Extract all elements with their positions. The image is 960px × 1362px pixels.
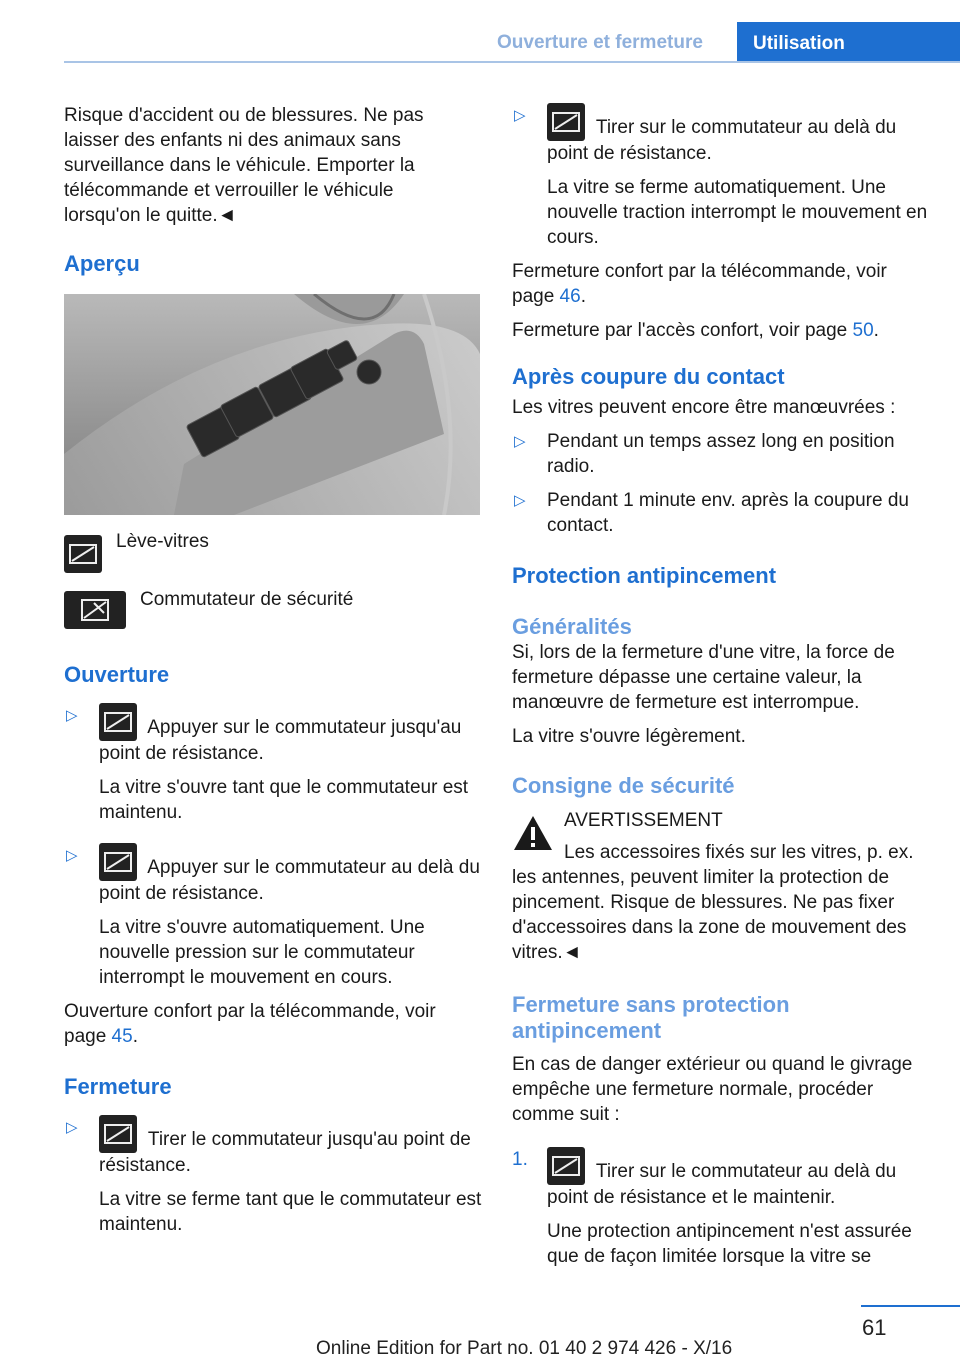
- bullet-arrow-icon: ▷: [66, 707, 78, 724]
- ouverture-comfort-paragraph: Ouverture confort par la télécommande, voir page 45.: [64, 1001, 436, 1047]
- apres-item-1-text: Pendant un temps assez long en position radio.: [547, 431, 895, 477]
- apercu-heading: Aperçu: [64, 251, 140, 276]
- fermeture-item-2-sub: La vitre se ferme automatiquement. Une nouvelle traction interrompt le mouvement en cours.: [547, 177, 928, 248]
- fermeture-item-2-text: Tirer sur le commutateur au delà du point de résistance.: [547, 103, 932, 166]
- footer-rule: [861, 1305, 960, 1307]
- legend-safety-switch-label: Commutateur de sécurité: [140, 589, 354, 610]
- ouverture-heading: Ouverture: [64, 662, 170, 687]
- fermeture-item-1: [64, 1115, 482, 1237]
- sans-protection-heading: Fermeture sans protection antipincement: [512, 992, 790, 1043]
- ouverture-item-2: [64, 843, 482, 990]
- edition-footer: Online Edition for Part no. 01 40 2 974 426 - X/16: [316, 1338, 733, 1359]
- door-panel-photo: [64, 294, 480, 515]
- generalites-paragraph-1: Si, lors de la fermeture d'une vitre, la force de fermeture dépasse une certaine valeur, la manœuvre de fermeture est interrompue.: [512, 642, 895, 713]
- step-1: [512, 1147, 932, 1269]
- page-link-50[interactable]: 50: [852, 320, 874, 341]
- ouverture-item-2-sub: La vitre s'ouvre automatiquement. Une nouvelle pression sur le commutateur interrompt le mouvement en cours.: [99, 917, 425, 988]
- fermeture-item-2: [512, 103, 932, 250]
- fermeture-access-paragraph: Fermeture par l'accès confort, voir page 50.: [512, 320, 879, 341]
- fermeture-item-1-text: Tirer le commutateur jusqu'au point de résistance.: [99, 1115, 482, 1178]
- warning-text: Les accessoires fixés sur les vitres, p. ex. les antennes, peuvent limiter la protection de pincement. Risque de blessures. Ne pas fixer d'accessoires dans la zone de mouvement des vitres.◄: [512, 842, 914, 963]
- page-link-46[interactable]: 46: [559, 286, 581, 307]
- page-link-45[interactable]: 45: [111, 1026, 133, 1047]
- consigne-heading: Consigne de sécurité: [512, 773, 735, 798]
- apres-item-1: [512, 429, 932, 479]
- bullet-arrow-icon: ▷: [66, 1119, 78, 1136]
- header-rule: [64, 61, 960, 63]
- apres-item-2: [512, 488, 932, 538]
- window-switch-icon: [547, 103, 585, 141]
- running-header-tab: Utilisation: [737, 22, 960, 63]
- ouverture-item-1-sub: La vitre s'ouvre tant que le commutateur est maintenu.: [99, 777, 469, 823]
- warning-triangle-icon: [512, 814, 554, 852]
- window-switch-icon: [99, 843, 137, 881]
- window-switch-icon: [99, 703, 137, 741]
- warning-title: AVERTISSEMENT: [564, 810, 723, 831]
- protection-heading: Protection antipincement: [512, 563, 777, 588]
- bullet-arrow-icon: ▷: [66, 847, 78, 864]
- window-switch-icon: [99, 1115, 137, 1153]
- bullet-arrow-icon: ▷: [514, 107, 526, 124]
- warning-block: [512, 808, 932, 965]
- fermeture-heading: Fermeture: [64, 1074, 172, 1099]
- fermeture-comfort-paragraph: Fermeture confort par la télécommande, voir page 46.: [512, 261, 887, 307]
- intro-paragraph: Risque d'accident ou de blessures. Ne pas laisser des enfants ni des animaux sans surveillance dans le véhicule. Emporter la télécommande et verrouiller le véhicule lorsqu'on le quitte.◄: [64, 105, 424, 226]
- step-1-text: Tirer sur le commutateur au delà du point de résistance et le maintenir.: [547, 1147, 932, 1210]
- legend-safety-switch: [64, 587, 482, 637]
- apres-item-2-text: Pendant 1 minute env. après la coupure du contact.: [547, 490, 909, 536]
- running-header-section: Ouverture et fermeture: [497, 32, 703, 53]
- apres-coupure-intro: Les vitres peuvent encore être manœuvrées :: [512, 397, 896, 418]
- legend-window-lifter-label: Lève-vitres: [116, 531, 209, 552]
- legend-window-lifter: [64, 529, 482, 579]
- left-column: [64, 103, 482, 1237]
- fermeture-item-1-sub: La vitre se ferme tant que le commutateur est maintenu.: [99, 1189, 482, 1235]
- window-lifter-icon: [64, 535, 102, 573]
- ouverture-item-1-text: Appuyer sur le commutateur jusqu'au point de résistance.: [99, 703, 482, 766]
- ouverture-item-1: [64, 703, 482, 825]
- generalites-heading: Généralités: [512, 614, 632, 639]
- bullet-arrow-icon: ▷: [514, 433, 526, 450]
- right-column: [512, 103, 932, 1269]
- safety-switch-icon: [64, 591, 126, 629]
- step-number: 1.: [512, 1149, 528, 1170]
- window-switch-icon: [547, 1147, 585, 1185]
- ouverture-item-2-text: Appuyer sur le commutateur au delà du point de résistance.: [99, 843, 482, 906]
- page-number: 61: [862, 1315, 887, 1340]
- apres-coupure-heading: Après coupure du contact: [512, 364, 785, 389]
- step-1-sub: Une protection antipincement n'est assurée que de façon limitée lorsque la vitre se: [547, 1221, 912, 1267]
- bullet-arrow-icon: ▷: [514, 492, 526, 509]
- generalites-paragraph-2: La vitre s'ouvre légèrement.: [512, 726, 746, 747]
- sans-protection-intro: En cas de danger extérieur ou quand le givrage empêche une fermeture normale, procéder comme suit :: [512, 1054, 913, 1125]
